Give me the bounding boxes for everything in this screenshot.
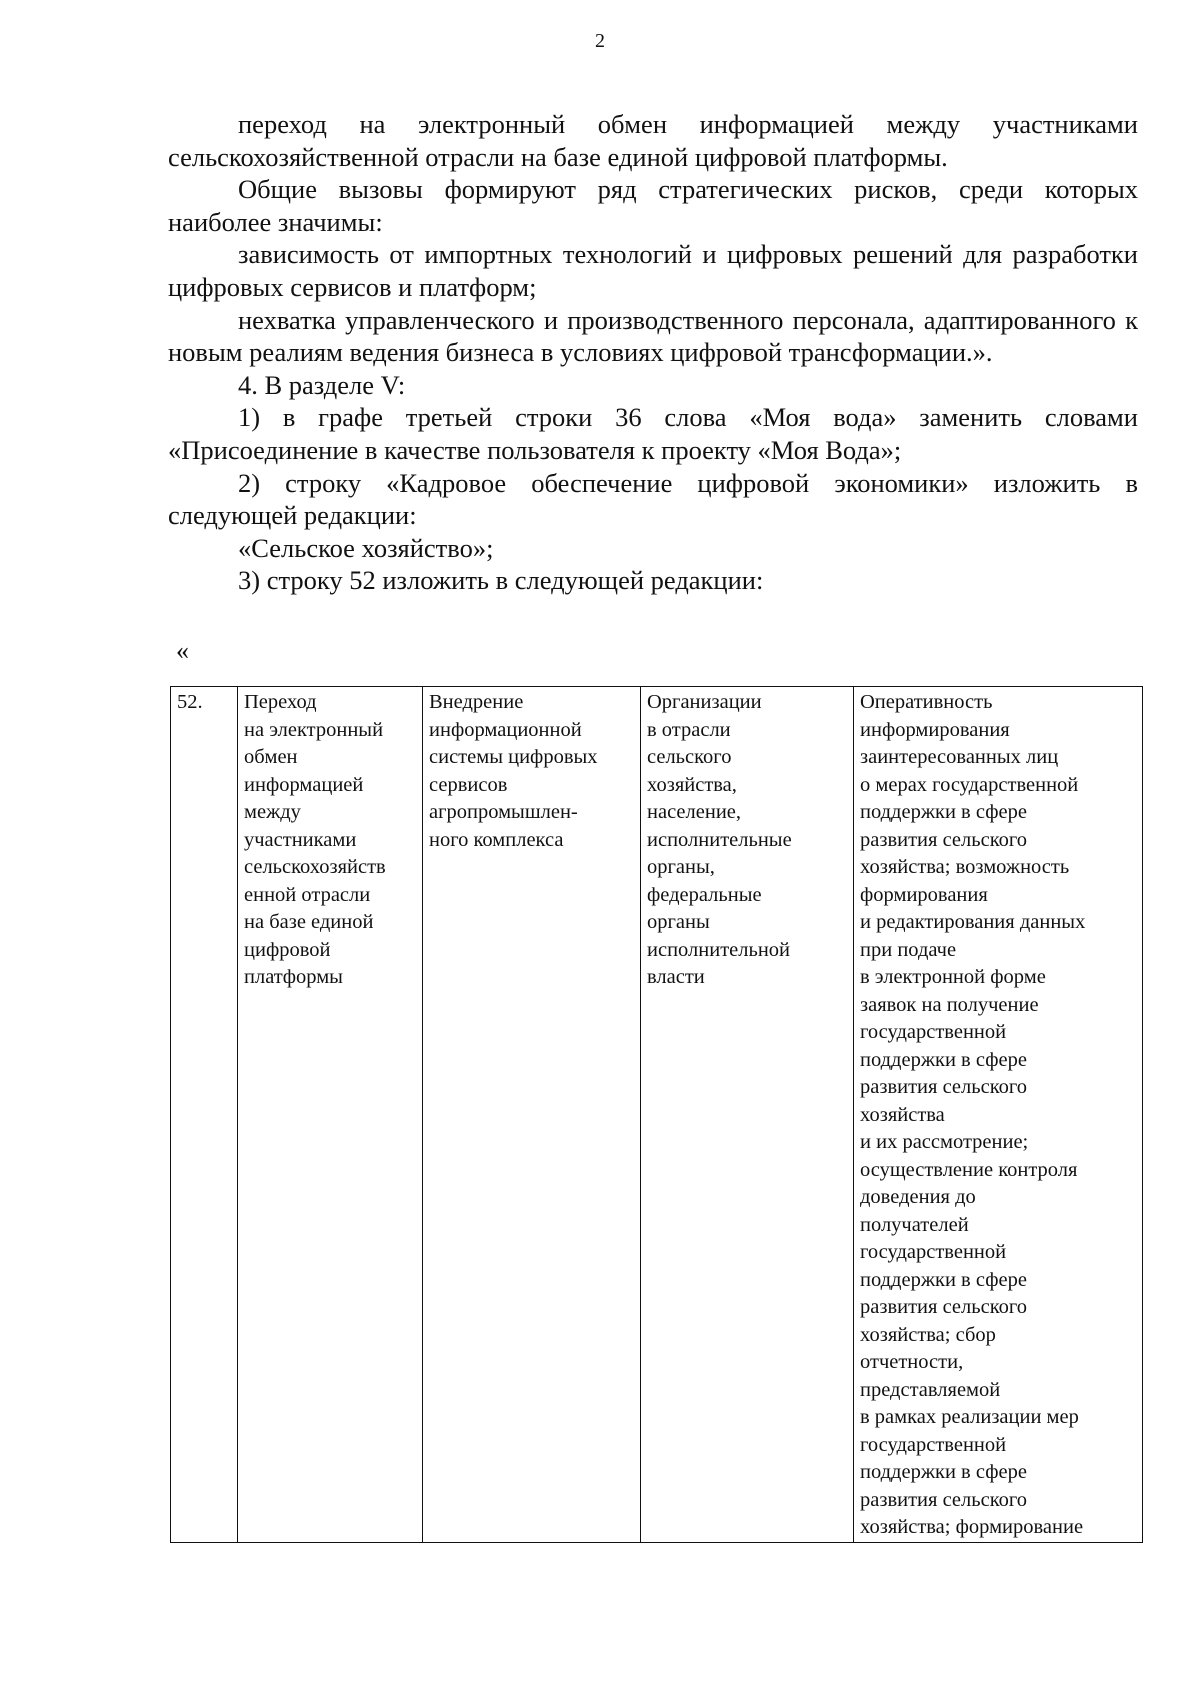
amendment-table	[170, 686, 1143, 1543]
body-text	[168, 108, 1138, 597]
table-cell-participants: Организации в отрасли сельского хозяйства, население, исполнительные органы, федеральные органы исполнительной власти	[641, 687, 854, 1543]
page-number: 2	[595, 30, 605, 52]
table-cell-activity: Переход на электронный обмен информацией между участниками сельскохозяйств енной отрасли на базе единой цифровой платформы	[238, 687, 423, 1543]
table-row	[171, 687, 1143, 1543]
paragraph: Общие вызовы формируют ряд стратегических рисков, среди которых наиболее значимы:	[168, 174, 1138, 237]
paragraph: 2) строку «Кадровое обеспечение цифровой экономики» изложить в следующей редакции:	[168, 467, 1138, 531]
paragraph: 3) строку 52 изложить в следующей редакции:	[238, 565, 764, 596]
table-cell-measure: Внедрение информационной системы цифровых сервисов агропромышлен- ного комплекса	[423, 687, 641, 1543]
paragraph: нехватка управленческого и производственного персонала, адаптированного к новым реалиям ведения бизнеса в условиях цифровой трансформации.».	[168, 304, 1138, 368]
paragraph: 4. В разделе V:	[238, 369, 406, 400]
paragraph: переход на электронный обмен информацией между участниками сельскохозяйственной отрасли на базе единой цифровой платформы.	[168, 109, 1138, 172]
opening-quote-mark: «	[176, 636, 189, 665]
paragraph: «Сельское хозяйство»;	[238, 532, 494, 563]
paragraph: зависимость от импортных технологий и цифровых решений для разработки цифровых сервисов и платформ;	[168, 239, 1138, 302]
paragraph: 1) в графе третьей строки 36 слова «Моя вода» заменить словами «Присоединение в качестве пользователя к проекту «Моя Вода»;	[168, 402, 1138, 465]
table-cell-effects: Оперативность информирования заинтересованных лиц о мерах государственной поддержки в сфере развития сельского хозяйства; возможность формирования и редактирования данных при подаче в электронной форме заявок на получение государственной поддержки в сфере развития сельского хозяйства и их рассмотрение; осуществление контроля доведения до получателей государственной поддержки в сфере развития сельского хозяйства; сбор отчетности, представляемой в рамках реализации мер государственной поддержки в сфере развития сельского хозяйства; формирование	[854, 687, 1143, 1543]
table-cell-row-number: 52.	[171, 687, 238, 1543]
